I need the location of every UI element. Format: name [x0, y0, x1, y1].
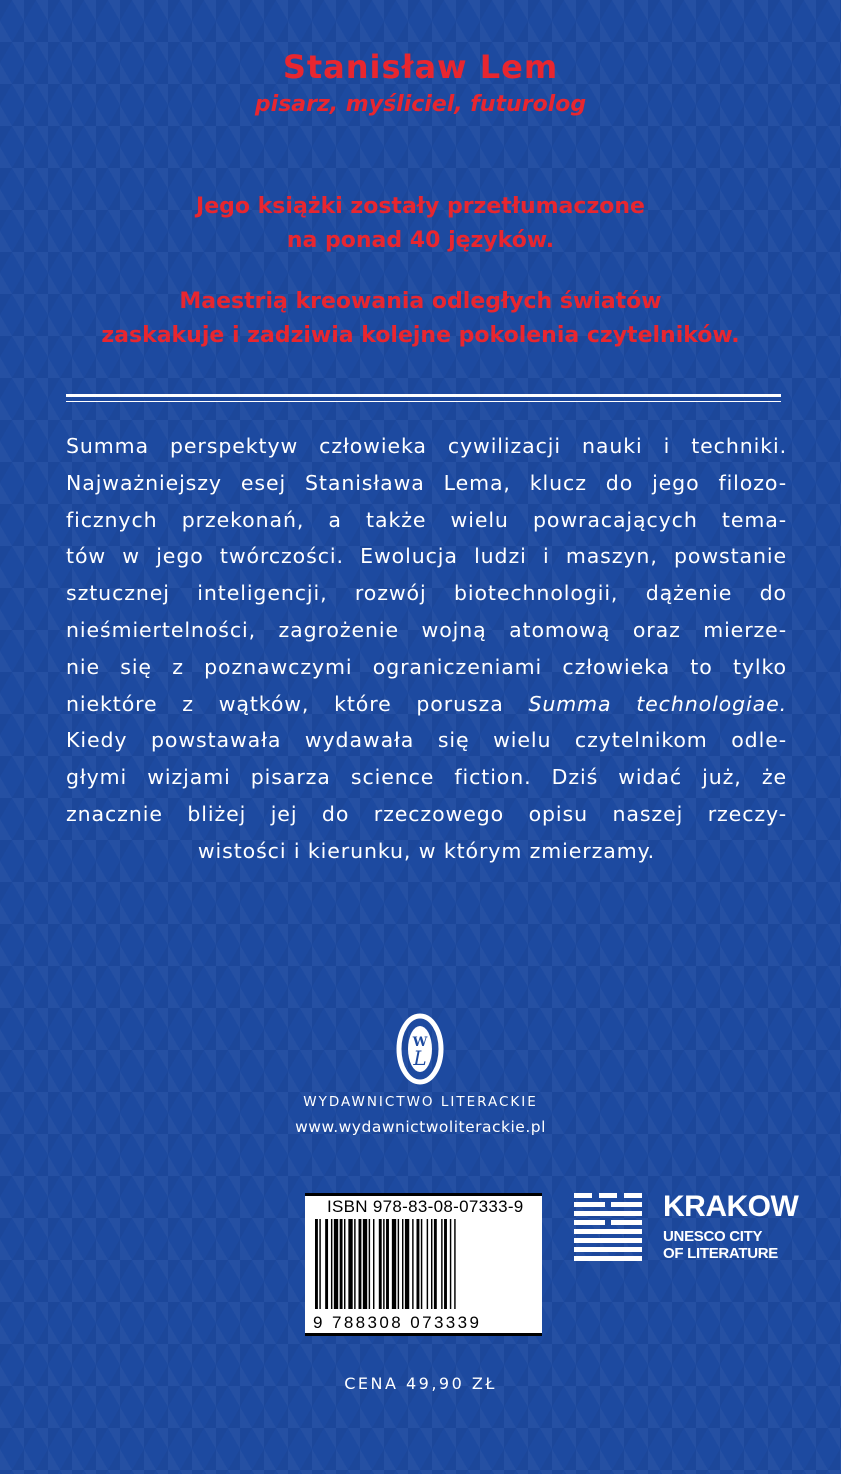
- book-description: [66, 428, 787, 870]
- isbn-barcode: [305, 1193, 542, 1336]
- krakow-unesco-badge: [663, 1190, 798, 1262]
- tagline-line: Jego książki zostały przetłumaczone: [196, 194, 645, 219]
- barcode-bar: [444, 1219, 447, 1309]
- barcode-bar: [334, 1219, 338, 1309]
- barcode-bar: [344, 1219, 345, 1309]
- description-line: Kiedy powstawała wydawała się wielu czytelnikom odle-: [66, 728, 787, 753]
- description-line: ficznych przekonań, a także wielu powracających tema-: [66, 507, 787, 532]
- barcode-bar: [363, 1219, 367, 1309]
- description-line: głymi wizjami pisarza science fiction. Dziś widać już, że: [66, 765, 787, 790]
- description-line: Summa perspektyw człowieka cywilizacji nauki i techniki.: [66, 434, 787, 458]
- barcode-bar: [359, 1219, 362, 1309]
- barcode-bar: [398, 1219, 399, 1309]
- tagline-line: na ponad 40 języków.: [286, 228, 555, 253]
- barcode-bar: [441, 1219, 442, 1309]
- barcode-bar: [386, 1219, 389, 1309]
- barcode-bar: [383, 1219, 384, 1309]
- author-name: Stanisław Lem: [282, 48, 559, 86]
- barcode-bar: [417, 1219, 420, 1309]
- description-line: sztucznej inteligencji, rozwój biotechnologii, dążenie do: [66, 581, 787, 606]
- barcode-bar: [340, 1219, 343, 1309]
- krakow-line1: UNESCO CITY: [663, 1228, 763, 1245]
- author-subtitle: pisarz, myśliciel, futurolog: [254, 92, 587, 117]
- barcode-digits: 9 788308 073339: [313, 1313, 482, 1332]
- barcode-bar: [373, 1219, 374, 1309]
- barcode-bar: [450, 1219, 451, 1309]
- barcode-bar: [354, 1219, 355, 1309]
- wl-logo-icon: [396, 1013, 444, 1085]
- barcode-bar: [421, 1219, 422, 1309]
- tagline-line: Maestrią kreowania odległych światów: [179, 289, 662, 314]
- description-line-with-title: [66, 686, 787, 723]
- description-line: Najważniejszy esej Stanisława Lema, klucz do jego filozo-: [66, 470, 787, 495]
- krakow-line2: OF LITERATURE: [663, 1245, 778, 1262]
- tagline-worlds: [0, 285, 841, 353]
- barcode-bar: [392, 1219, 396, 1309]
- tagline-translations: [0, 190, 841, 258]
- krakow-title: KRAKOW: [663, 1190, 799, 1223]
- barcode-bar: [402, 1219, 403, 1309]
- description-line: znacznie bliżej jej do rzeczowego opisu naszej rzeczy-: [66, 801, 787, 826]
- barcode-bar: [319, 1219, 320, 1309]
- barcode-bar: [405, 1219, 409, 1309]
- svg-text:W: W: [412, 1035, 428, 1050]
- description-line: nieśmiertelności, zagrożenie wojną atomową oraz mierze-: [66, 617, 787, 642]
- barcode-bar: [325, 1219, 328, 1309]
- barcode-bar: [412, 1219, 413, 1309]
- isbn-text: ISBN 978-83-08-07333-9: [327, 1197, 524, 1216]
- barcode-bar: [348, 1219, 352, 1309]
- publisher-name: WYDAWNICTWO LITERACKIE: [303, 1094, 538, 1110]
- barcode-bar: [315, 1219, 318, 1309]
- description-line: nie się z poznawczymi ograniczeniami człowieka to tylko: [66, 654, 787, 679]
- description-line: tów w jego twórczości. Ewolucja ludzi i maszyn, powstanie: [66, 544, 787, 569]
- svg-text:L: L: [413, 1046, 427, 1070]
- barcode-bar: [454, 1219, 455, 1309]
- description-line: niektóre z wątków, które porusza: [66, 691, 504, 716]
- barcode-bar: [331, 1219, 332, 1309]
- description-line: wistości i kierunku, w którym zmierzamy.: [197, 838, 656, 863]
- publisher-url[interactable]: www.wydawnictwoliterackie.pl: [295, 1118, 546, 1136]
- book-title-italic: Summa technologiae.: [528, 691, 788, 716]
- barcode-bar: [431, 1219, 432, 1309]
- barcode-bar: [379, 1219, 382, 1309]
- krakow-logo-icon: [574, 1193, 642, 1261]
- price-label: CENA 49,90 ZŁ: [344, 1374, 497, 1393]
- barcode-bar: [369, 1219, 370, 1309]
- divider-rule: [66, 394, 781, 402]
- barcode-bar: [434, 1219, 437, 1309]
- barcode-bar: [427, 1219, 428, 1309]
- tagline-line: zaskakuje i zadziwia kolejne pokolenia czytelników.: [101, 323, 740, 348]
